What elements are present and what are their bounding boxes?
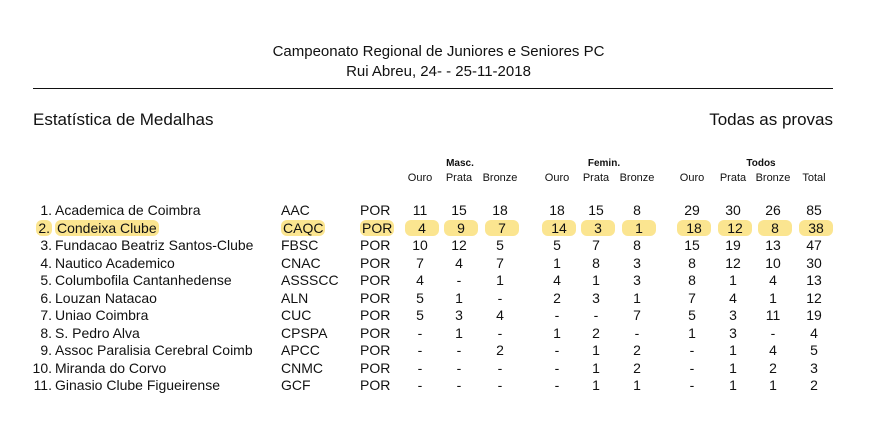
masc-ouro: - (417, 377, 423, 393)
rank: 11. (33, 377, 52, 393)
todos-ouro: 1 (688, 324, 696, 341)
femin-prata: 2 (592, 324, 600, 341)
total: 13 (806, 272, 822, 288)
femin-prata: 1 (592, 342, 600, 358)
total: 85 (806, 202, 822, 218)
table-row (0, 237, 877, 254)
club-code: ALN (281, 289, 309, 306)
masc-ouro: 4 (416, 272, 424, 288)
sub-todos-prata: Prata (719, 172, 747, 184)
todos-ouro: 29 (684, 202, 700, 218)
club-code: CNMC (281, 359, 323, 376)
todos-bronze: - (770, 324, 776, 341)
club-code: CUC (281, 307, 312, 323)
masc-ouro: 10 (412, 237, 428, 253)
group-todos: Todos (746, 158, 776, 169)
femin-prata: 7 (592, 237, 600, 253)
masc-prata: 1 (455, 324, 463, 341)
total: 47 (806, 237, 822, 253)
rank: 7. (40, 307, 52, 323)
total: 5 (810, 342, 818, 358)
masc-prata: - (456, 342, 462, 358)
todos-prata: 4 (729, 289, 737, 306)
femin-bronze: 1 (633, 289, 641, 306)
total: 3 (810, 359, 818, 376)
masc-bronze: 4 (496, 307, 504, 323)
femin-ouro: 5 (553, 237, 561, 253)
femin-bronze: 1 (622, 220, 656, 236)
todos-bronze: 4 (769, 342, 777, 358)
femin-prata: 1 (592, 377, 600, 393)
femin-ouro: - (554, 377, 560, 393)
masc-bronze: 7 (496, 254, 504, 271)
sub-femin-ouro: Ouro (544, 172, 570, 184)
club-name: Fundacao Beatriz Santos-Clube (55, 237, 254, 253)
femin-bronze: 2 (633, 359, 641, 376)
todos-ouro: - (689, 342, 695, 358)
masc-ouro: 4 (405, 220, 439, 236)
masc-bronze: 7 (485, 220, 519, 236)
masc-prata: 3 (455, 307, 463, 323)
table-row (0, 342, 877, 359)
masc-ouro: 7 (416, 254, 424, 271)
masc-bronze: - (497, 359, 503, 376)
todos-ouro: - (689, 377, 695, 393)
femin-bronze: 8 (633, 202, 641, 218)
todos-prata: 1 (729, 359, 737, 376)
masc-prata: - (456, 359, 462, 376)
section-title: Estatística de Medalhas (33, 110, 214, 129)
todos-ouro: 5 (688, 307, 696, 323)
report-title: Campeonato Regional de Juniores e Seniores PC (272, 43, 605, 60)
total: 2 (810, 377, 818, 393)
club-code: FBSC (281, 237, 319, 253)
sub-femin-bronze: Bronze (619, 172, 655, 184)
masc-bronze: 1 (496, 272, 504, 288)
femin-bronze: 7 (633, 307, 641, 323)
club-code: APCC (281, 342, 320, 358)
country-code: POR (360, 359, 391, 376)
masc-prata: 1 (455, 289, 463, 306)
masc-ouro: - (417, 324, 423, 341)
group-femin: Femin. (587, 158, 621, 169)
club-name: Academica de Coimbra (55, 202, 201, 218)
femin-ouro: 18 (549, 202, 565, 218)
club-name: Ginasio Clube Figueirense (55, 377, 220, 393)
club-code: CPSPA (281, 324, 328, 341)
masc-bronze: 2 (496, 342, 504, 358)
todos-bronze: 11 (765, 307, 781, 323)
todos-bronze: 4 (769, 272, 777, 288)
todos-bronze: 1 (769, 289, 777, 306)
femin-prata: - (593, 307, 599, 323)
rank: 8. (40, 324, 52, 341)
table-row (0, 272, 877, 289)
masc-bronze: - (497, 324, 503, 341)
rank: 5. (40, 272, 52, 288)
rank: 9. (40, 342, 52, 358)
club-name: S. Pedro Alva (55, 324, 140, 341)
femin-prata: 1 (592, 359, 600, 376)
country-code: POR (360, 289, 391, 306)
header-divider (33, 88, 833, 89)
masc-bronze: 5 (496, 237, 504, 253)
todos-ouro: 7 (688, 289, 696, 306)
todos-ouro: 8 (688, 272, 696, 288)
femin-bronze: 3 (633, 254, 641, 271)
todos-bronze: 13 (765, 237, 781, 253)
masc-bronze: 18 (492, 202, 508, 218)
sub-femin-prata: Prata (582, 172, 610, 184)
sub-masc-ouro: Ouro (407, 172, 433, 184)
country-code: POR (360, 307, 391, 323)
todos-prata: 3 (729, 324, 737, 341)
club-name: Miranda do Corvo (55, 359, 167, 376)
masc-prata: - (456, 272, 462, 288)
rank: 10. (32, 359, 52, 376)
country-code: POR (360, 377, 391, 393)
todos-prata: 30 (725, 202, 741, 218)
masc-prata: - (456, 377, 462, 393)
femin-prata: 3 (581, 220, 615, 236)
todos-prata: 12 (725, 254, 741, 271)
total: 30 (806, 254, 822, 271)
country-code: POR (360, 237, 391, 253)
masc-ouro: 5 (416, 289, 424, 306)
masc-prata: 9 (444, 220, 478, 236)
total: 12 (806, 289, 822, 306)
femin-bronze: 1 (633, 377, 641, 393)
todos-ouro: 18 (677, 220, 711, 236)
femin-prata: 3 (592, 289, 600, 306)
todos-bronze: 26 (765, 202, 781, 218)
femin-ouro: 1 (553, 324, 561, 341)
club-code: ASSSCC (281, 272, 339, 288)
report-subtitle: Rui Abreu, 24- - 25-11-2018 (346, 63, 531, 80)
femin-bronze: 8 (633, 237, 641, 253)
club-name: Condeixa Clube (57, 219, 157, 236)
total: 19 (806, 307, 822, 323)
todos-ouro: 15 (684, 237, 700, 253)
table-row (0, 202, 877, 219)
rank: 3. (40, 237, 52, 253)
todos-prata: 1 (729, 272, 737, 288)
table-row (0, 377, 877, 394)
total: 38 (799, 220, 833, 236)
masc-prata: 12 (451, 237, 467, 253)
rank: 2. (38, 219, 50, 236)
table-row (0, 307, 877, 324)
femin-ouro: - (554, 342, 560, 358)
femin-bronze: 3 (633, 272, 641, 288)
masc-ouro: - (417, 359, 423, 376)
todos-bronze: 1 (769, 377, 777, 393)
masc-bronze: - (497, 289, 503, 306)
country-code: POR (362, 219, 393, 236)
todos-ouro: - (689, 359, 695, 376)
todos-bronze: 10 (765, 254, 781, 271)
sub-todos-ouro: Ouro (679, 172, 705, 184)
todos-bronze: 8 (758, 220, 792, 236)
sub-todos-bronze: Bronze (755, 172, 791, 184)
femin-bronze: - (634, 324, 640, 341)
club-name: Assoc Paralisia Cerebral Coimb (55, 342, 253, 358)
sub-masc-prata: Prata (445, 172, 473, 184)
femin-ouro: 2 (553, 289, 561, 306)
masc-ouro: 11 (412, 202, 428, 218)
femin-bronze: 2 (633, 342, 641, 358)
todos-bronze: 2 (769, 359, 777, 376)
femin-ouro: - (554, 307, 560, 323)
femin-prata: 8 (592, 254, 600, 271)
club-name: Columbofila Cantanhedense (55, 272, 232, 288)
rank: 4. (40, 254, 52, 271)
club-name: Uniao Coimbra (55, 307, 149, 323)
total: 4 (810, 324, 818, 341)
todos-ouro: 8 (688, 254, 696, 271)
masc-ouro: - (417, 342, 423, 358)
club-code: CNAC (281, 254, 321, 271)
table-row (0, 255, 877, 272)
group-masc: Masc. (446, 158, 474, 169)
masc-ouro: 5 (416, 307, 424, 323)
table-row (0, 360, 877, 377)
club-name: Nautico Academico (55, 254, 175, 271)
todos-prata: 3 (729, 307, 737, 323)
femin-prata: 1 (592, 272, 600, 288)
club-code: GCF (281, 377, 311, 393)
table-row (0, 290, 877, 307)
femin-ouro: - (554, 359, 560, 376)
country-code: POR (360, 254, 391, 271)
rank: 1. (40, 202, 52, 218)
masc-bronze: - (497, 377, 503, 393)
club-code: AAC (281, 202, 310, 218)
club-code: CAQC (283, 219, 324, 236)
country-code: POR (360, 342, 391, 358)
masc-prata: 15 (451, 202, 467, 218)
todos-prata: 1 (729, 377, 737, 393)
femin-prata: 15 (588, 202, 604, 218)
club-name: Louzan Natacao (55, 289, 157, 306)
country-code: POR (360, 272, 391, 288)
country-code: POR (360, 202, 391, 218)
todos-prata: 1 (729, 342, 737, 358)
femin-ouro: 1 (553, 254, 561, 271)
masc-prata: 4 (455, 254, 463, 271)
country-code: POR (360, 324, 391, 341)
table-row (0, 220, 877, 237)
sub-total: Total (802, 172, 826, 184)
todos-prata: 19 (725, 237, 741, 253)
todos-prata: 12 (718, 220, 752, 236)
section-scope: Todas as provas (709, 110, 833, 129)
table-row (0, 325, 877, 342)
femin-ouro: 4 (553, 272, 561, 288)
rank: 6. (40, 289, 52, 306)
femin-ouro: 14 (542, 220, 576, 236)
sub-masc-bronze: Bronze (482, 172, 518, 184)
